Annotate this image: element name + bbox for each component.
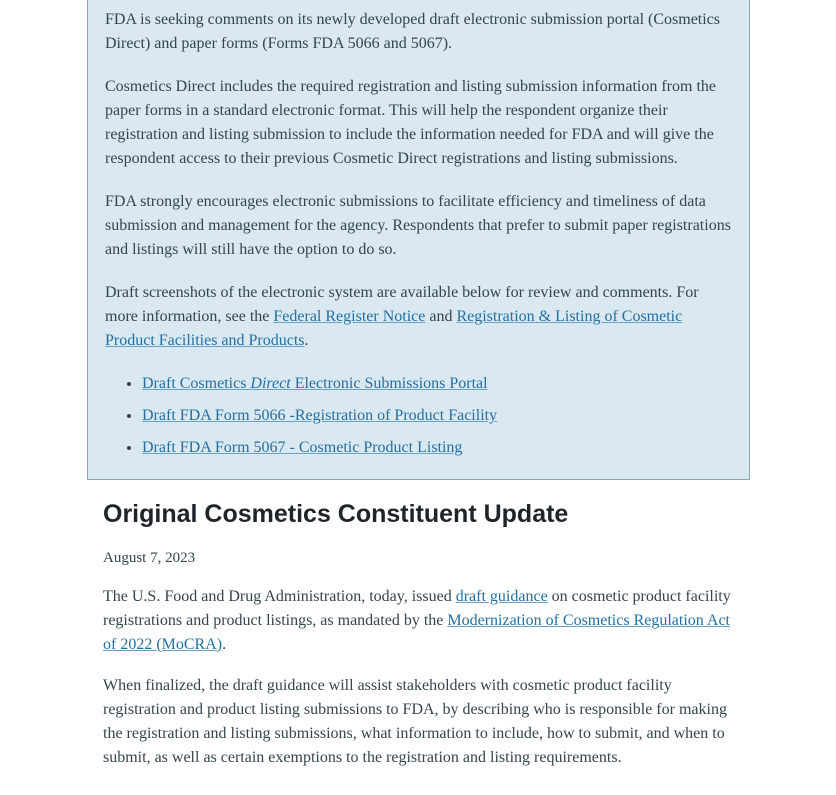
article-paragraph-2: When finalized, the draft guidance will assist stakeholders with cosmetic product facility registration and product listing submissions to FDA, by describing who is responsible for making the registration and listing submissions, what information to include, how to submit, and when to submit, as well as certain exemptions to the registration and listing requirements.: [103, 676, 727, 766]
mocra-link[interactable]: Modernization of Cosmetics Regulation Act of 2022 (MoCRA): [103, 611, 730, 653]
registration-listing-link[interactable]: Registration & Listing of Cosmetic Product Facilities and Products: [105, 308, 683, 349]
article-section: [103, 500, 735, 770]
article-paragraph-1: [103, 585, 735, 657]
document-links-list: [105, 372, 733, 459]
callout-paragraph-2: Cosmetics Direct includes the required registration and listing submission information from the paper forms in a standard electronic format. This will help the respondent organize their registration and listing submission to include the information needed for FDA and will give the respondent access to their previous Cosmetic Direct registrations and listing submissions.: [105, 78, 716, 167]
paragraph-text: .: [222, 635, 227, 653]
paragraph-text: on cosmetic product facility registrations and product listings, as mandated by the: [103, 587, 731, 629]
section-heading: Original Cosmetics Constituent Update: [103, 500, 569, 528]
callout-paragraph-3: FDA strongly encourages electronic submissions to facilitate efficiency and timeliness of data submission and management for the agency. Respondents that prefer to submit paper registrations and listings will still have the option to do so.: [105, 193, 731, 258]
form-5067-link[interactable]: Draft FDA Form 5067 - Cosmetic Product Listing: [142, 439, 463, 456]
list-item: [142, 436, 733, 459]
federal-register-notice-link[interactable]: Federal Register Notice: [273, 308, 426, 325]
form-5066-link[interactable]: Draft FDA Form 5066 -Registration of Product Facility: [142, 407, 498, 424]
paragraph-text: The U.S. Food and Drug Administration, today, issued: [103, 587, 456, 605]
list-item: [142, 404, 733, 427]
article-date: August 7, 2023: [103, 549, 196, 566]
callout-paragraph-4: [105, 281, 733, 353]
paragraph-text: Draft screenshots of the electronic system are available below for review and comments. For more information, see the: [105, 284, 699, 325]
list-item: [142, 372, 733, 395]
callout-box: [87, 0, 750, 480]
paragraph-text: .: [304, 332, 309, 349]
callout-paragraph-1: FDA is seeking comments on its newly developed draft electronic submission portal (Cosmetics Direct) and paper forms (Forms FDA 5066 and 5067).: [105, 11, 721, 52]
cosmetics-direct-portal-link[interactable]: Draft Cosmetics Direct Electronic Submissions Portal: [142, 375, 488, 392]
paragraph-text: and: [425, 308, 457, 325]
draft-guidance-link[interactable]: draft guidance: [455, 587, 548, 605]
